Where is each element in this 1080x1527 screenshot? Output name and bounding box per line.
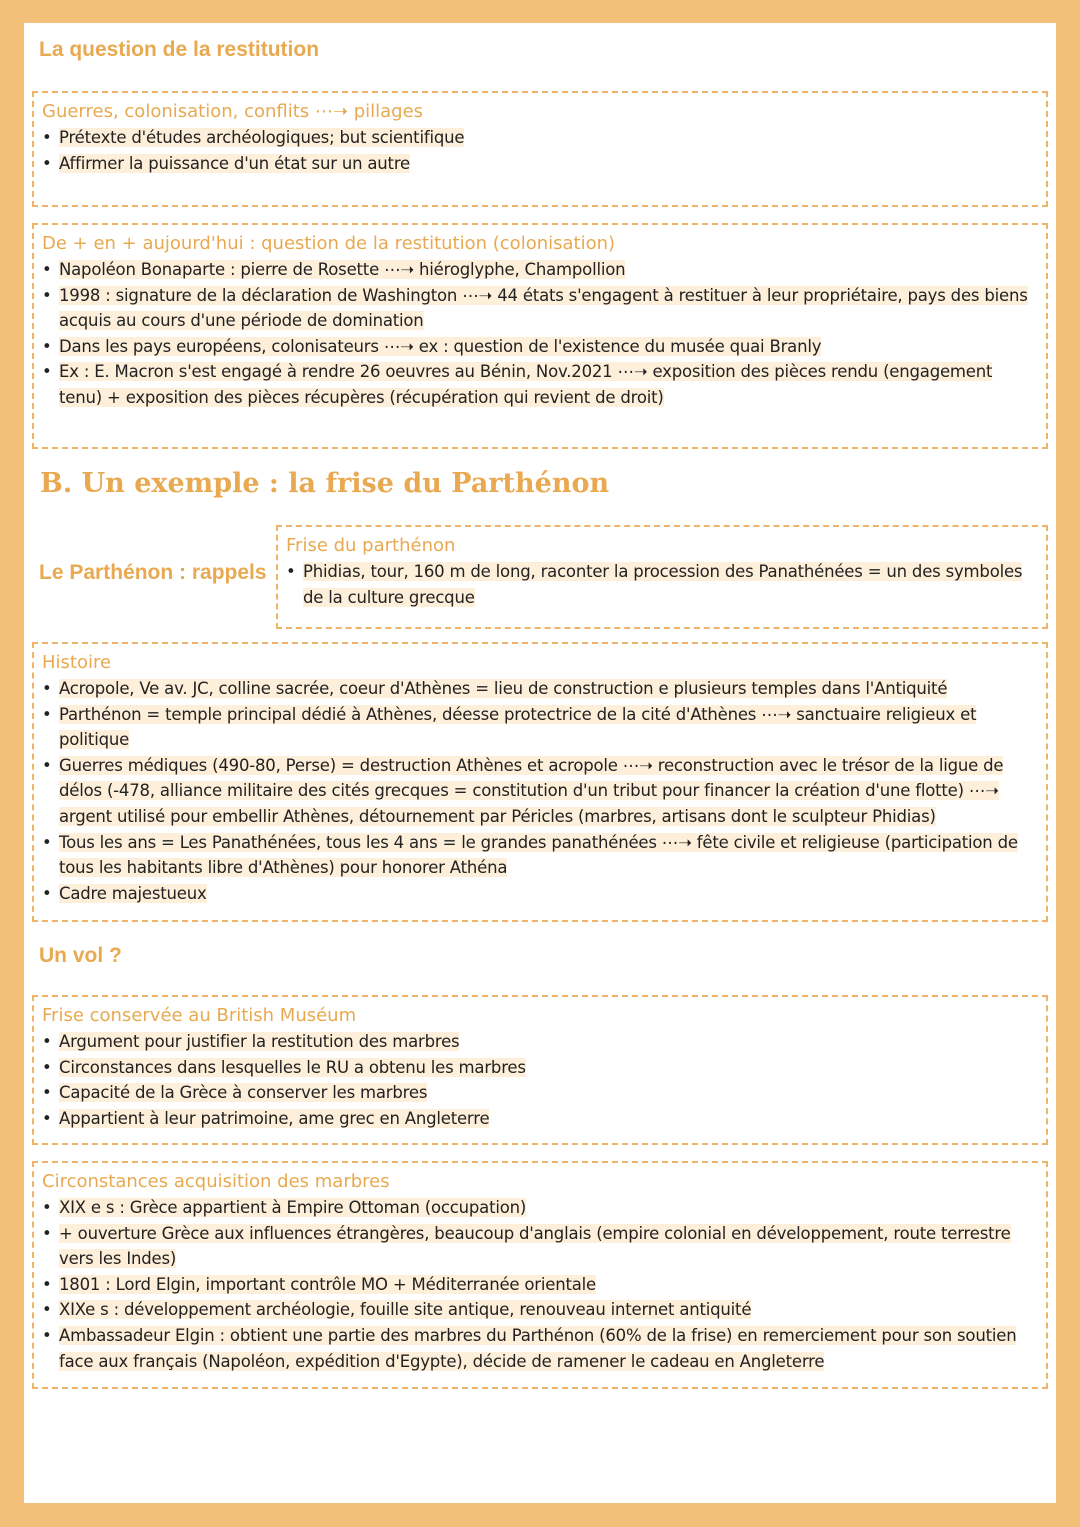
list-item: • 1801 : Lord Elgin, important contrôle MO + Méditerranée orientale: [42, 1272, 1038, 1298]
list-item: • Circonstances dans lesquelles le RU a obtenu les marbres: [42, 1055, 1038, 1081]
list-item: • Tous les ans = Les Panathénées, tous les 4 ans = le grandes panathénées ⋯➝ fête civile et religieuse (participation de tous les habitants libre d'Athènes) pour honorer Athéna: [42, 830, 1038, 881]
list-item: • XIX e s : Grèce appartient à Empire Ottoman (occupation): [42, 1195, 1038, 1221]
list-item: • XIXe s : développement archéologie, fouille site antique, renouveau internet antiquité: [42, 1297, 1038, 1323]
list-item: • Ex : E. Macron s'est engagé à rendre 26 oeuvres au Bénin, Nov.2021 ⋯➝ exposition des pièces rendu (engagement tenu) + exposition des pièces récupères (récupération qui revient de droit): [42, 359, 1038, 410]
box-title: Frise conservée au British Muséum: [42, 1005, 357, 1026]
list-item: • Parthénon = temple principal dédié à Athènes, déesse protectrice de la cité d'Athènes ⋯➝ sanctuaire religieux et politique: [42, 702, 1038, 753]
box-histoire: [32, 642, 1048, 922]
box-title: Guerres, colonisation, conflits ⋯➝ pillages: [42, 101, 424, 122]
list-item: • Capacité de la Grèce à conserver les marbres: [42, 1080, 1038, 1106]
box-title: Histoire: [42, 652, 112, 673]
bullet-list: [42, 1029, 1038, 1131]
list-item: • Cadre majestueux: [42, 881, 1038, 907]
list-item: • Dans les pays européens, colonisateurs ⋯➝ ex : question de l'existence du musée quai Branly: [42, 334, 1038, 360]
box-british-museum: [32, 995, 1048, 1145]
section-b-heading: B. Un exemple : la frise du Parthénon: [40, 468, 610, 499]
bullet-list: [42, 1195, 1038, 1374]
list-item: • Ambassadeur Elgin : obtient une partie des marbres du Parthénon (60% de la frise) en remerciement pour son soutien face aux français (Napoléon, expédition d'Egypte), décide de ramener le cadeau en Angleterre: [42, 1323, 1038, 1374]
list-item: • 1998 : signature de la déclaration de Washington ⋯➝ 44 états s'engagent à restituer à leur propriétaire, pays des biens acquis au cours d'une période de domination: [42, 283, 1038, 334]
section-title-vol: Un vol ?: [39, 944, 122, 967]
bullet-list: [286, 559, 1038, 610]
list-item: • Prétexte d'études archéologiques; but scientifique: [42, 125, 1038, 151]
box-pillages: [32, 91, 1048, 207]
section-title-rappels: Le Parthénon : rappels: [39, 561, 267, 584]
bullet-list: [42, 257, 1038, 411]
list-item: • Napoléon Bonaparte : pierre de Rosette ⋯➝ hiéroglyphe, Champollion: [42, 257, 1038, 283]
list-item: • + ouverture Grèce aux influences étrangères, beaucoup d'anglais (empire colonial en développement, route terrestre vers les Indes): [42, 1221, 1038, 1272]
box-frise: [276, 525, 1048, 629]
bullet-list: [42, 676, 1038, 906]
bullet-list: [42, 125, 1038, 176]
box-title: De + en + aujourd'hui : question de la restitution (colonisation): [42, 233, 616, 254]
list-item: • Guerres médiques (490-80, Perse) = destruction Athènes et acropole ⋯➝ reconstruction avec le trésor de la ligue de délos (-478, alliance militaire des cités grecques = constitution d'un tribut pour financer la création d'une flotte) ⋯➝ argent utilisé pour embellir Athènes, détournement par Péricles (marbres, artisans dont le sculpteur Phidias): [42, 753, 1038, 830]
list-item: • Appartient à leur patrimoine, ame grec en Angleterre: [42, 1106, 1038, 1132]
box-title: Frise du parthénon: [286, 535, 456, 556]
list-item: • Acropole, Ve av. JC, colline sacrée, coeur d'Athènes = lieu de construction e plusieurs temples dans l'Antiquité: [42, 676, 1038, 702]
section-title-restitution: La question de la restitution: [39, 38, 320, 61]
box-title: Circonstances acquisition des marbres: [42, 1171, 390, 1192]
box-restitution: [32, 223, 1048, 449]
notes-page: [24, 23, 1056, 1503]
box-acquisition: [32, 1161, 1048, 1389]
list-item: • Argument pour justifier la restitution des marbres: [42, 1029, 1038, 1055]
list-item: • Phidias, tour, 160 m de long, raconter la procession des Panathénées = un des symboles de la culture grecque: [286, 559, 1038, 610]
list-item: • Affirmer la puissance d'un état sur un autre: [42, 151, 1038, 177]
